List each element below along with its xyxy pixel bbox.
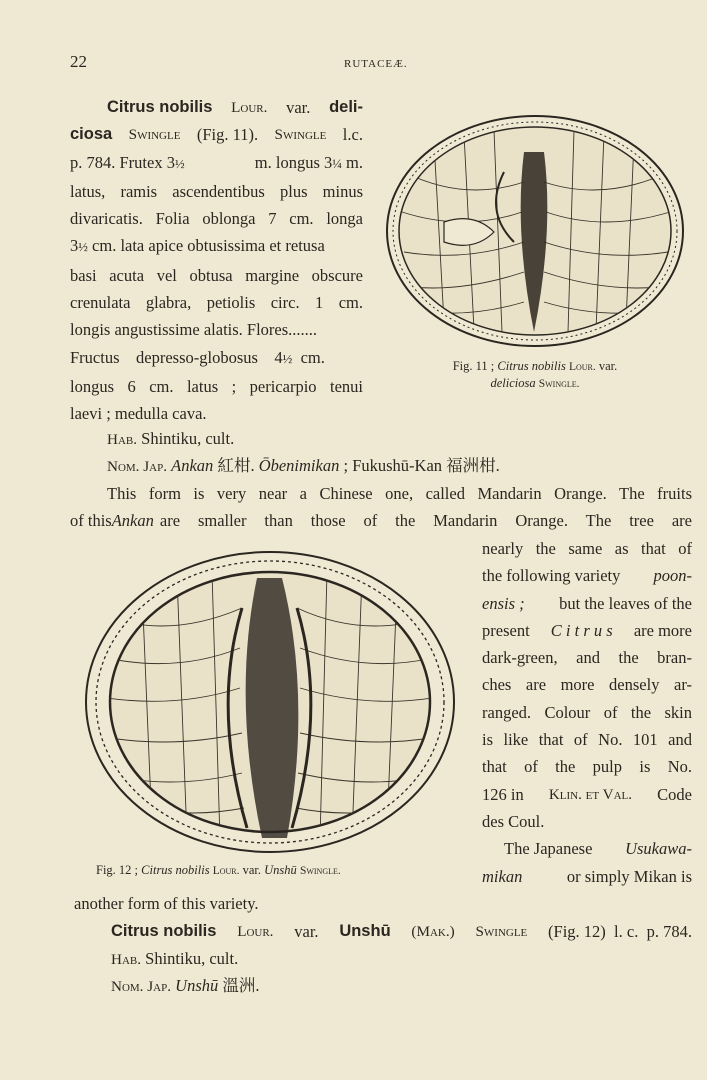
- figure-12-illustration: [82, 548, 458, 854]
- paragraph-line: another form of this variety.: [74, 894, 259, 913]
- japanese-names-line: Nom. Jap. Ankan 紅柑. Ōbenimikan ; Fukushū-Kan 福洲柑.: [107, 456, 500, 475]
- page-number: 22: [70, 52, 87, 71]
- right-column-text: nearly the same as that of the following variety poon- ensis ; but the leaves of the present C i t r u s are more dark-green, and the bran- ches are more densely ar- ranged. Colour of the skin is like that of No. 101 and that of the pulp is No. 126 in Klin. et Val. Code des Coul. The Japanese Usukawa- mikan or simply Mikan is: [482, 539, 692, 886]
- paragraph-line: of this Ankan are smaller than those of the Mandarin Orange. The tree are: [70, 511, 692, 530]
- species-entry-unshu: Citrus nobilis Lour. var. Unshū (Mak.) Swingle (Fig. 12) l. c. p. 784.: [111, 922, 692, 941]
- habitat-line: Hab. Shintiku, cult.: [107, 429, 235, 448]
- figure-12-caption: Fig. 12 ; Citrus nobilis Lour. var. Unshū Swingle.: [96, 863, 341, 877]
- japanese-names-line: Nom. Jap. Unshū 溫洲.: [111, 976, 260, 995]
- species-name: Citrus nobilis: [107, 98, 213, 116]
- figure-11-illustration: [384, 112, 686, 350]
- running-head: RUTACEÆ.: [344, 58, 408, 70]
- species-description: Citrus nobilis Lour. var. deli- ciosa Swingle (Fig. 11). Swingle l.c. p. 784. Frutex 3½ m. longus 3¼ m. latus, ramis ascendentibus plus minus divaricatis. Folia oblonga 7 cm. longa 3½ cm. lata apice obtusissima et retusa basi acuta vel obtusa margine obscure crenulata glabra, petiolis circ. 1 cm. longis angustissime alatis. Flores....... Fructus depresso-globosus 4½ cm. longus 6 cm. latus ; pericarpio tenui laevi ; medulla cava.: [70, 94, 363, 428]
- figure-11-caption: Fig. 11 ; Citrus nobilis Lour. var. deliciosa Swingle.: [452, 359, 618, 390]
- habitat-line: Hab. Shintiku, cult.: [111, 949, 239, 968]
- paragraph-line: This form is very near a Chinese one, called Mandarin Orange. The fruits: [107, 484, 692, 503]
